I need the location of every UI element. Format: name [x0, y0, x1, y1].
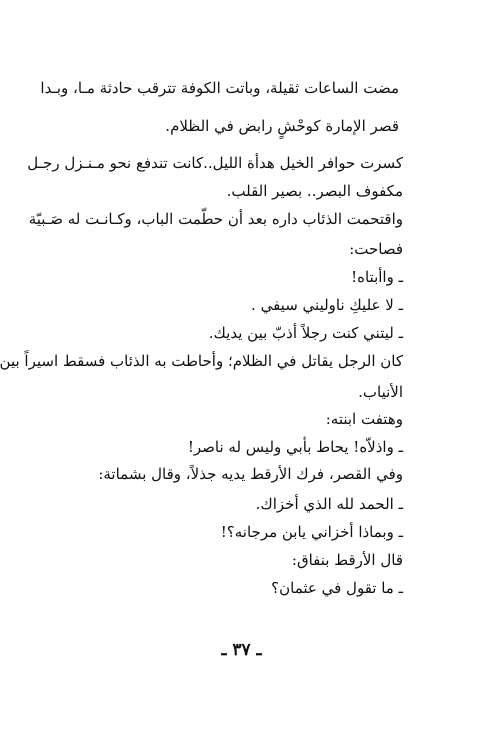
- text-line: الأنياب.: [358, 383, 403, 401]
- text-line: واقتحمت الذئاب داره بعد أن حطّمت الباب، وكـانـت له صَـبيّة: [28, 210, 403, 228]
- text-line: ـ الحمد لله الذي أخزاك.: [255, 495, 403, 513]
- text-line: فصاحت:: [349, 240, 403, 258]
- text-line: كان الرجل يقاتل في الظلام؛ وأحاطت به الذئاب فسقط اسيراً بين: [0, 352, 403, 370]
- text-line: كسرت حوافر الخيل هدأة الليل..كانت تندفع نحو مـنـزل رجـل: [27, 154, 403, 172]
- page-number: ـ ٣٧ ـ: [221, 640, 262, 660]
- text-line: ـ ما تقول في عثمان؟: [271, 579, 403, 597]
- text-line: ـ واذلاّه! يحاط بأبي وليس له ناصر!: [187, 438, 403, 456]
- text-line: وهتفت ابنته:: [325, 410, 403, 428]
- text-line: قصر الإمارة كوحْشٍ رابض في الظلام.: [165, 117, 399, 135]
- text-line: ـ وبماذا أخزاني يابن مرجانه؟!: [220, 523, 403, 541]
- text-line: مضت الساعات ثقيلة، وباتت الكوفة تترقب حادثة مـا، وبـدا: [40, 79, 399, 97]
- text-line: ـ ليتني كنت رجلاً أذبّ بين يديك.: [208, 324, 403, 342]
- text-line: مكفوف البصر.. بصير القلب.: [226, 182, 403, 200]
- text-line: قال الأرقط بنفاق:: [291, 551, 403, 569]
- text-line: ـ واأبتاه!: [351, 268, 403, 286]
- text-line: ـ لا عليكِ ناوليني سيفي .: [251, 296, 403, 314]
- text-line: وفي القصر، فرك الأرقط يديه جذلاً، وقال بشماتة:: [98, 465, 403, 483]
